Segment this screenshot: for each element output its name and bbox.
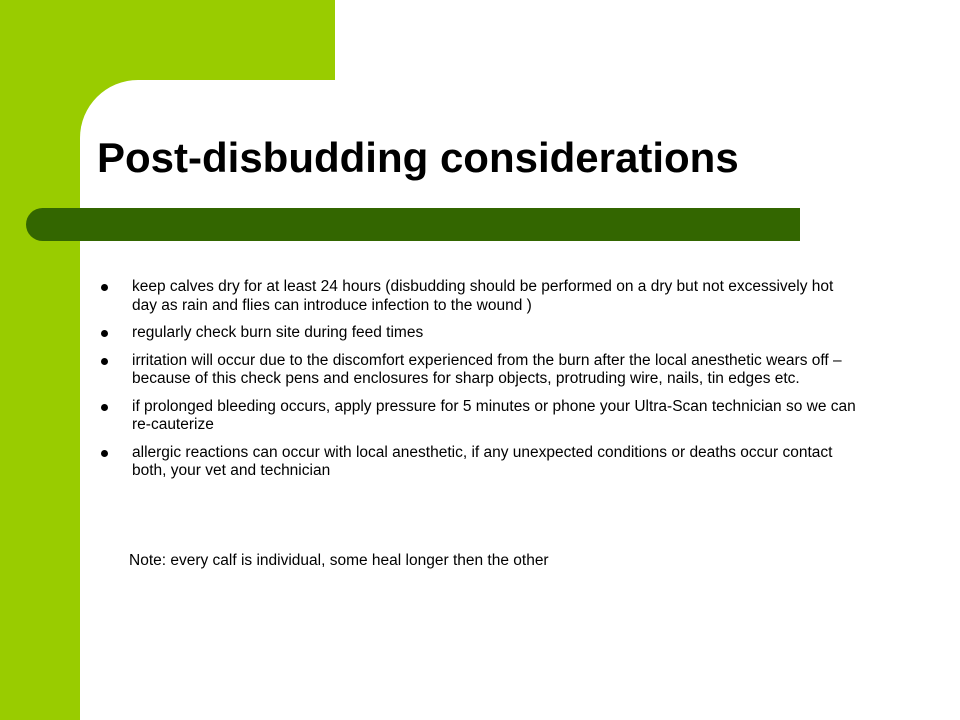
bullet-list xyxy=(100,278,860,490)
bullet-icon xyxy=(101,450,108,457)
bullet-text: regularly check burn site during feed times xyxy=(132,324,424,341)
bullet-icon xyxy=(101,404,108,411)
bullet-text: keep calves dry for at least 24 hours (disbudding should be performed on a dry but not excessively hot day as rain and flies can introduce infection to the wound ) xyxy=(132,278,834,314)
bullet-text: allergic reactions can occur with local anesthetic, if any unexpected conditions or deaths occur contact both, your vet and technician xyxy=(132,443,833,479)
title-underline-bar xyxy=(26,208,800,241)
bullet-item-allergic xyxy=(100,444,860,481)
bullet-item-irritation xyxy=(100,352,860,389)
bullet-item-check-burn xyxy=(100,324,860,343)
bullet-text: if prolonged bleeding occurs, apply pressure for 5 minutes or phone your Ultra-Scan technician so we can re-cauterize xyxy=(132,397,856,433)
bullet-icon xyxy=(101,284,108,291)
bullet-item-dry xyxy=(100,278,860,315)
slide-title: Post-disbudding considerations xyxy=(97,134,739,181)
bullet-text: irritation will occur due to the discomfort experienced from the burn after the local anesthetic wears off – because of this check pens and enclosures for sharp objects, protruding wire, nails, tin edges etc. xyxy=(132,351,842,387)
bullet-icon xyxy=(101,330,108,337)
bullet-icon xyxy=(101,358,108,365)
note-text: Note: every calf is individual, some heal longer then the other xyxy=(129,552,549,569)
bullet-item-bleeding xyxy=(100,398,860,435)
